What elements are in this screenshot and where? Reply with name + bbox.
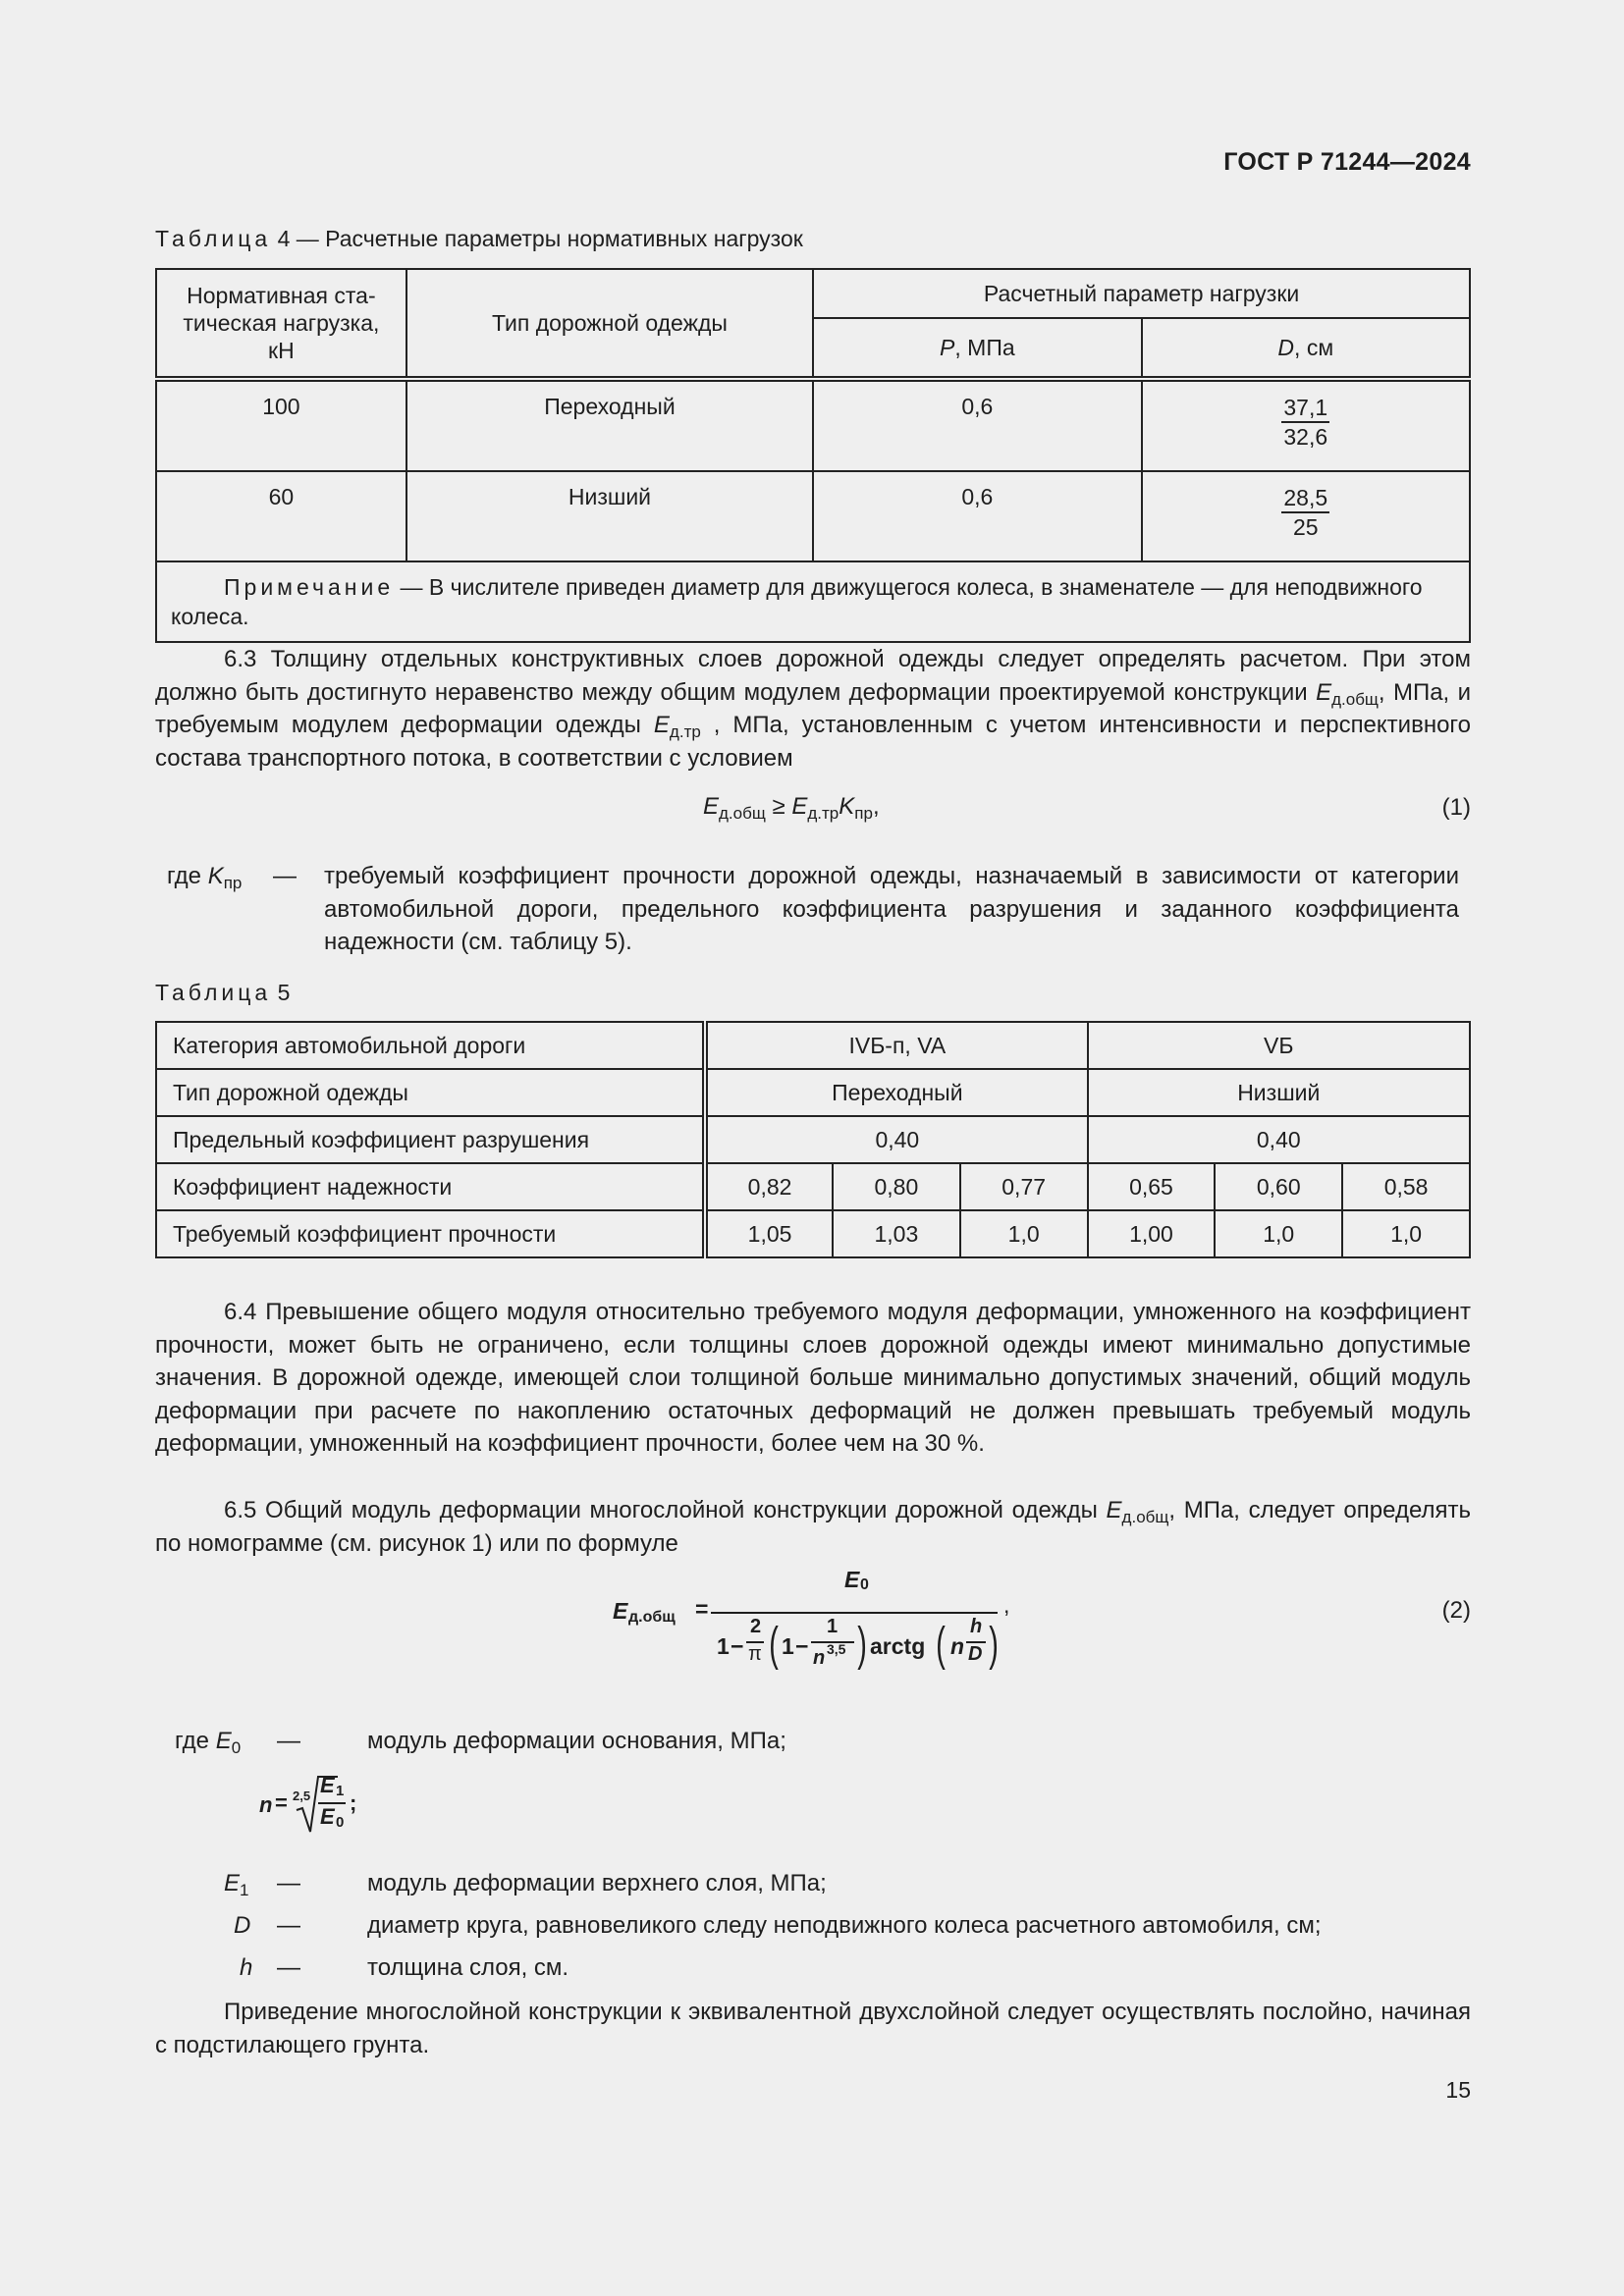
table-row: Категория автомобильной дороги IVБ-п, VA VБ xyxy=(156,1022,1470,1069)
table-row: Коэффициент надежности 0,82 0,80 0,77 0,65 0,60 0,58 xyxy=(156,1163,1470,1210)
definition-e0-term: где $E_0$ xyxy=(175,1728,242,1757)
definition-e1-text: модуль деформации верхнего слоя, МПа; xyxy=(367,1870,827,1896)
table4-header-type: Тип дорожной одежды xyxy=(406,269,813,379)
definition-kpr-term: где $K_{пр}$ xyxy=(167,863,243,892)
table-row: 60 Низший 0,6 $\frac{28,5}{25}$ xyxy=(156,471,1470,561)
formula-2: E д.общ = E 0 1 − 2 π ( 1 − 1 n 3,5 ) arctg ( n h D ) , xyxy=(613,1567,1010,1671)
paragraph-final: Приведение многослойной конструкции к эквивалентной двухслойной следует осуществлять послойно, начиная с подстилающего грунта. xyxy=(155,1999,1471,2058)
table4-note: Примечание — В числителе приведен диаметр для движущегося колеса, в знаменателе — для неподвижного колеса. xyxy=(156,561,1470,642)
table5-caption: Таблица 5 xyxy=(155,980,291,1005)
definition-h-term: h xyxy=(240,1954,253,1981)
table-4 xyxy=(155,268,1471,643)
table4-caption: Таблица 4 — Расчетные параметры нормативных нагрузок xyxy=(155,226,803,251)
table-5 xyxy=(155,1021,1471,1258)
formula-1-number: (1) xyxy=(1441,794,1471,821)
paragraph-6-4: 6.4 Превышение общего модуля относительно требуемого модуля деформации, умноженного на коэффициент прочности, может быть не ограничено, если толщины слоев дорожной одежды имеют минимально допустимые значения. В дорожной одежде, имеющей слои толщиной больше минимально допустимых значений, общий модуль деформации при расчете по накоплению остаточных деформаций не должен превышать требуемый модуль деформации, умноженный на коэффициент прочности, более чем на 30 %. xyxy=(155,1299,1471,1458)
definition-d-text: диаметр круга, равновеликого следу неподвижного колеса расчетного автомобиля, см; xyxy=(367,1912,1322,1939)
formula-1: $E_{д.общ} \ge E_{д.тр}K_{пр}$, xyxy=(703,793,880,823)
table4-header-p: P, МПа xyxy=(813,318,1141,379)
table4-header-param: Расчетный параметр нагрузки xyxy=(813,269,1470,318)
table-row: 100 Переходный 0,6 $\frac{37,1}{32,6}$ xyxy=(156,379,1470,471)
table-row: Тип дорожной одежды Переходный Низший xyxy=(156,1069,1470,1116)
formula-2-number: (2) xyxy=(1441,1597,1471,1624)
formula-n: n = 2,5 E 1 E 0 ; xyxy=(259,1773,397,1836)
definition-dash: — xyxy=(273,863,297,889)
definition-h-text: толщина слоя, см. xyxy=(367,1954,569,1981)
definition-e0-text: модуль деформации основания, МПа; xyxy=(367,1728,786,1754)
table-row: Требуемый коэффициент прочности 1,05 1,03 1,0 1,00 1,0 1,0 xyxy=(156,1210,1470,1257)
definition-dash: — xyxy=(277,1954,300,1981)
fraction: $\frac{37,1}{32,6}$ xyxy=(1283,395,1328,450)
definition-d-term: D xyxy=(234,1912,251,1939)
document-page xyxy=(155,0,1471,2296)
paragraph-6-3: 6.3 Толщину отдельных конструктивных слоев дорожной одежды следует определять расчетом. При этом должно быть достигнуто неравенство между общим модулем деформации проектируемой конструкции $E_{д.общ}$, МПа, и требуемым модулем деформации одежды $E_{д.тр}$ , МПа, установленным с учетом интенсивности и перспективного состава транспортного потока, в соответствии с условием xyxy=(155,646,1471,772)
definition-dash: — xyxy=(277,1870,300,1896)
fraction-bar xyxy=(711,1612,998,1614)
definition-e1-term: $E_1$ xyxy=(224,1870,249,1899)
table-row: Предельный коэффициент разрушения 0,40 0,40 xyxy=(156,1116,1470,1163)
paragraph-6-5: 6.5 Общий модуль деформации многослойной конструкции дорожной одежды $E_{д.общ}$, МПа, следует определять по номограмме (см. рисунок 1) или по формуле xyxy=(155,1497,1471,1557)
table4-header-load: Нормативная ста- тическая нагрузка, кН xyxy=(156,269,406,379)
definition-dash: — xyxy=(277,1728,300,1754)
page-number: 15 xyxy=(1445,2077,1471,2103)
table4-header-d: D, см xyxy=(1142,318,1470,379)
definition-kpr-text: требуемый коэффициент прочности дорожной одежды, назначаемый в зависимости от категории автомобильной дороги, предельного коэффициента разрушения и заданного коэффициента надежности (см. таблицу 5). xyxy=(324,863,1459,956)
fraction: $\frac{28,5}{25}$ xyxy=(1283,485,1328,540)
document-code: ГОСТ Р 71244—2024 xyxy=(1223,148,1471,176)
definition-dash: — xyxy=(277,1912,300,1939)
